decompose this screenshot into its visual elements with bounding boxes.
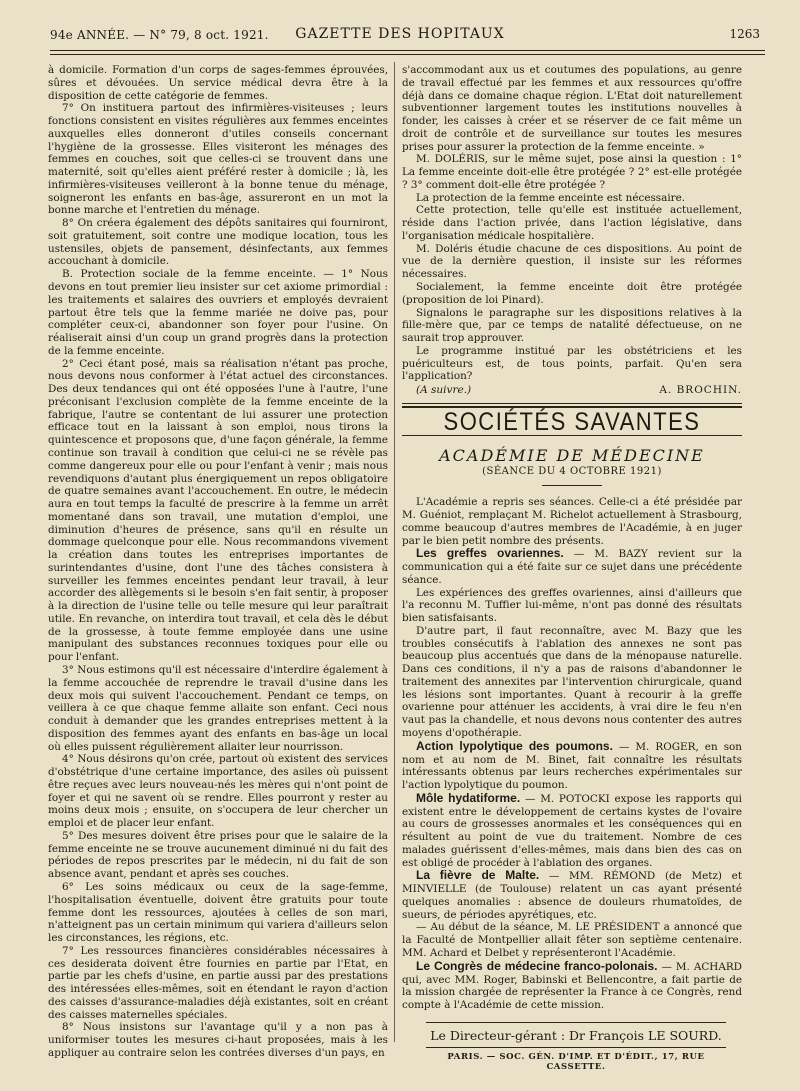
paragraph: s'accommodant aux us et coutumes des populations, au genre de travail effectué par les femmes et aux ressources qu'offre déjà dans ce domaine chaque région. L'Etat doit naturellement subventionner largement toutes les institutions nouvelles à fonder, les caisses à créer et se réserver de ce fait même un droit de contrôle et de surveillance sur toutes les mesures prises pour assurer la protection de la femme enceinte. » xyxy=(402,64,742,153)
page-header xyxy=(28,24,772,46)
paragraph: Socialement, la femme enceinte doit être protégée (proposition de loi Pinard). xyxy=(402,281,742,306)
paragraph: Signalons le paragraphe sur les dispositions relatives à la fille-mère que, par ce temps de natalité défectueuse, on ne saurait trop approuver. xyxy=(402,306,742,345)
paragraph-lead: Les greffes ovariennes. xyxy=(416,546,564,561)
paragraph: 6° Les soins médicaux ou ceux de la sage-femme, l'hospitalisation éventuelle, doivent être gratuits pour toute femme dont les ressources, ajoutées à celles de son mari, n'atteignent pas un certain minimum qui variera d'ailleurs selon les circonstances, les régions, etc. xyxy=(48,881,388,945)
paragraph: 3° Nous estimons qu'il est nécessaire d'interdire également à la femme accouchée de reprendre le travail d'usine dans les deux mois qui suivent l'accouchement. Pendant ce temps, on veillera à ce que chaque femme allaite son enfant. Ceci nous conduit à demander que les grandes entreprises mettent à la disposition des femmes ayant des enfants en bas-âge un local où elles puissent régulièrement allaiter leur nourrisson. xyxy=(48,663,388,753)
paragraph: 2° Ceci étant posé, mais sa réalisation n'étant pas proche, nous devons nous conformer à l'état actuel des circonstances. Des deux tendances qui ont été opposées l'une à l'autre, l'une préconisant l'exclusion complète de la femme enceinte de la fabrique, l'autre se contentant de lui assurer une protection efficace tout en la laissant à son emploi, nous tirons la quintescence et proposons que, d'une façon générale, la femme continue son travail à condition que celui-ci ne se révèle pas comme dangereux pour elle ou pour l'enfant à venir ; mais nous revendiquons d'autant plus énergiquement un repos obligatoire de quatre semaines avant l'accouchement. En outre, le médecin aura en tout temps la faculté de prescrire à la femme un arrêt momentané dans son travail, une mutation d'emploi, une diminution d'heures de présence, sans qu'il en résulte un dommage quelconque pour elle. Nous recommandons vivement la création dans toutes les entreprises importantes de surintendantes d'usine, dont l'une des tâches consistera à surveiller les femmes enceintes pendant leur travail, à leur accorder des allègements si le besoin s'en fait sentir, à proposer à la direction de l'usine telle ou telle mesure qui leur paraîtrait utile. En revanche, on interdira tout travail, et cela dès le début de la grossesse, à toute femme employée dans une usine manipulant des substances reconnues toxiques pour elle ou pour l'enfant. xyxy=(48,357,388,664)
paragraph: 7° On instituera partout des infirmières-visiteuses ; leurs fonctions consistent en visites régulières aux femmes enceintes auxquelles elles donneront d'utiles conseils concernant l'hygiène de la grossesse. Elles visiteront les ménages des femmes en couches, soit que celles-ci se trouvent dans une maternité, soit qu'elles aient préféré rester à domicile ; là, les infirmières-visiteuses veilleront à la bonne tenue du ménage, soigneront les enfants en bas-âge, assureront en un mot la bonne marche et l'entretien du ménage. xyxy=(48,102,388,217)
author-name: A. BROCHIN. xyxy=(659,384,742,397)
paragraph xyxy=(402,869,742,921)
paragraph-lead: La fièvre de Malte. xyxy=(416,868,540,883)
section-rule xyxy=(402,403,742,404)
issue-info: 94e ANNÉE. — N° 79, 8 oct. 1921. xyxy=(50,28,269,42)
paragraph-text: — MM. RÉMOND (de Metz) et MINVIELLE (de Toulouse) relatent un cas ayant présenté quelques anomalies : absence de douleurs rhumatoïdes, de sueurs, de périodes apyrétiques, etc. xyxy=(402,870,743,921)
footer-rule xyxy=(426,1022,726,1023)
paragraph xyxy=(402,496,742,547)
paragraph xyxy=(402,740,742,792)
paragraph: B. Protection sociale de la femme enceinte. — 1° Nous devons en tout premier lieu insister sur cet axiome primordial : les traitements et salaires des ouvriers et employés devraient partout être tels que la femme mariée ne doive pas, pour compléter ceux-ci, abandonner son foyer pour l'usine. On réaliserait ainsi d'un coup un grand progrès dans la protection de la femme enceinte. xyxy=(48,268,388,357)
paragraph: 5° Des mesures doivent être prises pour que le salaire de la femme enceinte ne se trouve aucunement diminué ni du fait des périodes de repos prescrites par le médecin, ni du fait de son absence avant, pendant et après ses couches. xyxy=(48,829,388,881)
publication-title: GAZETTE DES HOPITAUX xyxy=(295,26,505,42)
paragraph-lead: Le Congrès de médecine franco-polonais. xyxy=(416,958,658,973)
paragraph-text: Les expériences des greffes ovariennes, ainsi d'ailleurs que l'a reconnu M. Tuffier lui-même, n'ont pas donné des résultats bien satisfaisants. xyxy=(402,586,742,625)
page-number: 1263 xyxy=(729,27,760,41)
header-rule-secondary xyxy=(50,54,765,55)
paragraph-lead: Môle hydatiforme. xyxy=(416,790,521,805)
paragraph: M. DOLÉRIS, sur le même sujet, pose ainsi la question : 1° La femme enceinte doit-elle être protégée ? 2° est-elle protégée ? 3° comment doit-elle être protégée ? xyxy=(402,153,742,191)
paragraph xyxy=(402,921,742,959)
paragraph: 4° Nous désirons qu'on crée, partout où existent des services d'obstétrique d'une certaine importance, des asiles où puissent être reçues avec leurs nouveau-nés les mères qui n'ont point de foyer et qui ne savent où se rendre. Elles pourront y rester au moins deux mois ; ensuite, on s'occupera de leur chercher un emploi et de placer leur enfant. xyxy=(48,753,388,830)
paragraph-lead: Action lypolytique des poumons. xyxy=(416,738,613,753)
paragraph xyxy=(402,960,742,1012)
paragraph: 8° On créera également des dépôts sanitaires qui fourniront, soit gratuitement, soit contre une modique location, tous les ustensiles, objets de pansement, désinfectants, aux femmes accouchant à domicile. xyxy=(48,217,388,268)
paragraph xyxy=(402,547,742,586)
paragraph-text: — M. ROGER, en son nom et au nom de M. Binet, fait connaître les résultats intéressants obtenus par leurs recherches expérimentales sur l'action lypolytique du poumon. xyxy=(402,740,742,792)
paragraph xyxy=(402,625,742,740)
paragraph-text: — Au début de la séance, M. LE PRÉSIDENT a annoncé que la Faculté de Montpellier allait fêter son septième centenaire. MM. Achard et Delbet y représenteront l'Académie. xyxy=(402,921,742,959)
footer-rule xyxy=(426,1047,726,1048)
article-signature xyxy=(402,384,742,397)
paragraph-text: L'Académie a repris ses séances. Celle-ci a été présidée par M. Guéniot, remplaçant M. Richelot actuellement à Strasbourg, comme beaucoup d'autres membres de l'Académie, à en juger par le bien petit nombre des présents. xyxy=(402,496,742,547)
paragraph: à domicile. Formation d'un corps de sages-femmes éprouvées, sûres et dévouées. Un service médical devra être à la disposition de cette catégorie de femmes. xyxy=(48,64,388,102)
paragraph: Le programme institué par les obstétriciens et les puériculteurs est, de tous points, parfait. Qu'en sera l'application? xyxy=(402,344,742,383)
paragraph xyxy=(402,792,742,870)
paragraph-text: — M. POTOCKI expose les rapports qui existent entre le développement de certains kystes de l'ovaire au cours de grossesses anormales et les conséquences qui en résultent au point de vue du traitement. Nombre de ces malades guérissent d'elles-mêmes, mais dans bien des cas on est obligé de procéder à l'ablation des organes. xyxy=(402,792,742,869)
session-date: (SÉANCE DU 4 OCTOBRE 1921) xyxy=(482,466,662,478)
to-be-continued: (A suivre.) xyxy=(416,384,472,397)
left-column xyxy=(48,64,388,1060)
paragraph: M. Doléris étudie chacune de ces dispositions. Au point de vue de la dernière question, il insiste sur les réformes nécessaires. xyxy=(402,242,742,281)
header-rule xyxy=(50,50,765,51)
paragraph: 8° Nous insistons sur l'avantage qu'il y a non pas à uniformiser toutes les mesures ci-haut proposées, mais à les appliquer au contraire selon les contrées diverses d'un pays, en xyxy=(48,1021,388,1059)
paragraph: La protection de la femme enceinte est nécessaire. xyxy=(416,191,686,204)
paragraph-text: — M. BAZY revient sur la communication qui a été faite sur ce sujet dans une précédente séance. xyxy=(402,548,742,586)
page-footer xyxy=(426,1022,726,1072)
paragraph: Cette protection, telle qu'elle est instituée actuellement, réside dans l'action privée, dans l'action législative, dans l'organisation médicale hospitalière. xyxy=(402,204,742,242)
subsection-heading: ACADÉMIE DE MÉDECINE xyxy=(439,445,705,465)
director-line: Le Directeur-gérant : Dr François LE SOURD. xyxy=(430,1028,722,1043)
column-divider xyxy=(394,62,395,1042)
paragraph: 7° Les ressources financières considérables nécessaires à ces desiderata doivent être fournies en partie par l'Etat, en partie par les chefs d'usine, en partie aussi par des prestations des intéressées elles-mêmes, soit en étendant le rayon d'action des caisses d'assurance-maladies déjà existantes, soit en créant des caisses maternelles spéciales. xyxy=(48,944,388,1021)
section-heading: SOCIÉTÉS SAVANTES xyxy=(443,406,701,436)
paragraph xyxy=(402,587,742,625)
short-divider xyxy=(542,485,602,486)
right-column xyxy=(402,64,742,1012)
imprint-line: PARIS. — SOC. GÉN. D'IMP. ET D'ÉDIT., 17, RUE CASSETTE. xyxy=(447,1052,705,1072)
paragraph-text: — M. ACHARD qui, avec MM. Roger, Babinski et Bellencontre, a fait partie de la mission chargée de représenter la France à ce Congrès, rend compte à l'Académie de cette mission. xyxy=(402,960,742,1012)
paragraph-text: D'autre part, il faut reconnaître, avec M. Bazy que les troubles consécutifs à l'ablation des annexes ne sont pas beaucoup plus accentués que dans de la ménopause naturelle. Dans ces conditions, il n'y a pas de raisons d'abandonner le traitement des annexites par l'intervention chirurgicale, quand les lésions sont importantes. Quant à recourir à la greffe ovarienne pour atténuer les accidents, à vrai dire le feu n'en vaut pas la chandelle, et nous devons nous contenter des autres moyens d'opothérapie. xyxy=(402,624,742,739)
